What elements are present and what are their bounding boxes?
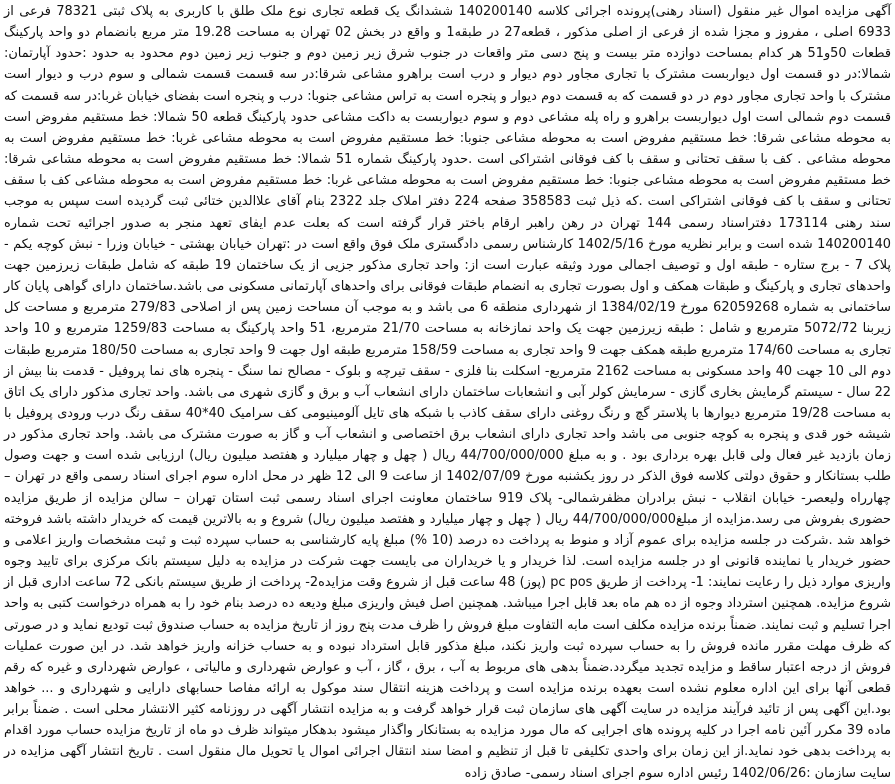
auction-notice-text: آگهی مزایده اموال غیر منقول (اسناد رهنی)پرونده اجرائی کلاسه 140200140 ششدانگ یک قطعه تجاری نوع ملک طلق با کاربری به پلاک ثبتی 78321 فرعی از 6933 اصلی ، مفروز و مجزا شده از فرعی از اصلی مذکور ، قطعه27 در طبقه1 و واقع در بخش 02 تهران به مساحت 19.28 متر مربع بانضمام دو واحد پارکینگ قطعات 50و51 هر کدام بمساحت دوازده متر بیست و پنج دسی متر واقعات در جنوب شرق زیر زمین دوم و جنوب زیر زمین دوم محدود به حدود :حدود آپارتمان: شمالا:در دو قسمت اول دیواربست مشترک با تجاری مجاور دوم دیوار و درب است براهرو مشاعی شرقا:در سه قسمت قسمت شمالی و سوم درب و دیوار است مشترک با واحد تجاری مجاور دوم در دو قسمت که به قسمت دوم دیوار و پنجره است به تراس مشاعی جنوبا: درب و پنجره است بفضای خیابان غربا:در سه قسمت که قسمت دوم شمالی است اول دیواربست براهرو و راه پله مشاعی دوم و سوم دیواربست به داکت مشاعی حدود پارکینگ قطعه 50 شمالا: خط مستقیم مفروض است به محوطه مشاعی شرقا: خط مستقیم مفروض است به محوطه مشاعی جنوبا: خط مستقیم مفروض است به محوطه مشاعی غربا: خط مستقیم مفروض است به محوطه مشاعی . کف با سقف تحتانی و سقف با کف فوقانی اشتراکی است .حدود پارکینگ شماره 51 شمالا: خط مستقیم مفروض است به محوطه مشاعی شرقا: خط مستقیم مفروض است به محوطه مشاعی جنوبا: خط مستقیم مفروض است به محوطه مشاعی غربا: خط مستقیم مفروض است به محوطه مشاعی کف با سقف تحتانی و سقف با کف فوقانی اشتراکی است .که ذیل ثبت 358583 صفحه 224 دفتر املاک جلد 2322 بنام آقای علاالدین ختائی ثبت گردیده است سپس به موجب سند رهنی 173114 دفتراسناد رسمی 144 تهران در رهن راهبر ارقام باختر قرار گرفته است که بعلت عدم ایفای تعهد منجر به صدور اجرائیه تحت شماره 140200140 شده است و برابر نظریه مورخ 1402/5/16 کارشناس رسمی دادگستری ملک فوق واقع است در :تهران خیابان بهشتی - خیابان وزرا - نبش کوچه یکم - پلاک 7 - برج ستاره - طبقه اول و توصیف اجمالی مورد وثیقه عبارت است از: واحد تجاری مذکور جزیی از یک ساختمان 19 طبقه که شامل طبقات زیرزمین جهت واحدهای تجاری و پارکینگ و طبقات همکف و اول بصورت تجاری به انضمام طبقات فوقانی برای واحدهای آپارتمانی مسکونی می باشد.ساختمان دارای گواهی پایان کار ساختمانی به شماره 62059268 مورخ 1384/02/19 از شهرداری منطقه 6 می باشد و به موجب آن مساحت زمین پس از اصلاحی 279/83 مترمربع و مساحت کل زیربنا 5072/72 مترمربع و شامل : طبقه زیرزمین جهت یک واحد نمازخانه به مساحت 21/70 مترمربع، 51 واحد پارکینگ به مساحت 1259/83 مترمربع و 10 واحد تجاری به مساحت 174/60 مترمربع طبقه همکف جهت 9 واحد تجاری به مساحت 158/59 مترمربع طبقه اول جهت 9 واحد تجاری به مساحت 180/50 مترمربع طبقات دوم الی 10 جهت 40 واحد مسکونی به مساحت 2162 مترمربع- اسکلت بنا فلزی - سقف تیرچه و بلوک - مصالح نما سنگ - پنجره های نما پروفیل - قدمت بنا بیش از 22 سال - سیستم گرمایش بخاری گازی - سرمایش کولر آبی و انشعابات ساختمان دارای انشعاب آب و برق و گازی شهری می باشد. واحد تجاری مذکور دارای یک اتاق به مساحت 19/28 مترمربع دیوارها با پلاستر گچ و رنگ روغنی دارای سقف کاذب با شبکه های تایل آلومینیومی کف سرامیک 40*40 سقف رنگ درب ورودی پروفیل با شیشه خور قدی و پنجره به کوچه جنوبی می باشد واحد تجاری دارای انشعاب برق اختصاصی و انشعاب آب و گاز به صورت مشترک می باشد. واحد تجاری مذکور در زمان بازدید غیر فعال ولی قابل بهره برداری بود . و به مبلغ 44/700/000/000 ریال ( چهل و چهار میلیارد و هفتصد میلیون ریال) ارزیابی شده است و جهت وصول طلب بستانکار و حقوق دولتی کلاسه فوق الذکر در روز یکشنبه مورخ 1402/07/09 از ساعت 9 الی 12 ظهر در محل اداره سوم اجرای اسناد رسمی واقع در تهران – چهارراه ولیعصر- خیابان انقلاب - نبش برادران مظفرشمالی- پلاک 919 ساختمان معاونت اجرای اسناد رسمی ثبت استان تهران – سالن مزایده از طریق مزایده حضوری بفروش می رسد.مزایده از مبلغ44/700/000/000 ریال ( چهل و چهار میلیارد و هفتصد میلیون ریال) شروع و به بالاترین قیمت که خریدار داشته باشد فروخته خواهد شد .شرکت در جلسه مزایده برای عموم آزاد و منوط به پرداخت ده درصد (10 %) مبلغ پایه کارشناسی به حساب سپرده ثبت و ثبت مشخصات واریز اعلامی و حضور خریدار یا نماینده قانونی او در جلسه مزایده است. لذا خریدار و یا خریداران می بایست جهت شرکت در مزایده به دلیل سیستم بانک مرکزی برای تایید وجوه واریزی موارد ذیل را رعایت نمایند: 1- پرداخت از طریق pc pos (پوز) 48 ساعت قبل از شروع وقت مزایده2- پرداخت از طریق سیستم بانکی 72 ساعت اداری قبل از شروع مزایده. همچنین استرداد وجوه از ده هم ماه بعد قابل اجرا میباشد. همچنین اصل فیش واریزی مبلغ ودیعه ده درصد بنام خود را به همراه درخواست کتبی به واحد اجرا تسلیم و ثبت نمایند. ضمناً برنده مزایده مکلف است مابه التفاوت مبلغ فروش را ظرف مدت پنج روز از تاریخ مزایده به حساب صندوق ثبت تودیع نماید و در صورتی که ظرف مهلت مقرر مانده فروش را به حساب سپرده ثبت واریز نکند، مبلغ مذکور قابل استرداد نبوده و به حساب خزانه واریز خواهد شد. در این صورت عملیات فروش از درجه اعتبار ساقط و مزایده تجدید میگردد.ضمناً بدهی های مربوط به آب ، برق ، گاز ، آب و عوارض شهرداری و مالیاتی ، عوارض شهرداری و غیره که رقم قطعی آنها برای این اداره معلوم نشده است بعهده برنده مزایده است و پرداخت هزینه انتقال سند موکول به ارائه مفاصا حسابهای دارایی و شهرداری و ... خواهد بود.این آگهی پس از تائید فرآیند مزایده در سایت آگهی های سازمان ثبت قرار خواهد گرفت و به مزایده انتشار آگهی در روزنامه کثیر الانتشار محلی است . ضمناً برابر ماده 39 مکرر آئین نامه اجرا در کلیه پرونده های اجرایی که مال مورد مزایده به بستانکار واگذار میشود بدهکار میتواند ظرف دو ماه از تاریخ مزایده حساب مورد اقدام به پرداخت بدهی خود نماید.از این زمان برای واحدی تکلیفی تا قبل از تنظیم و امضا سند انتقال اجرائی اموال یا تحویل مال منقول است . تاریخ انتشار آگهی مزایده در سایت سازمان :1402/06/26 رئیس اداره سوم اجرای اسناد رسمی- صادق زاده	[4, 4, 891, 781]
